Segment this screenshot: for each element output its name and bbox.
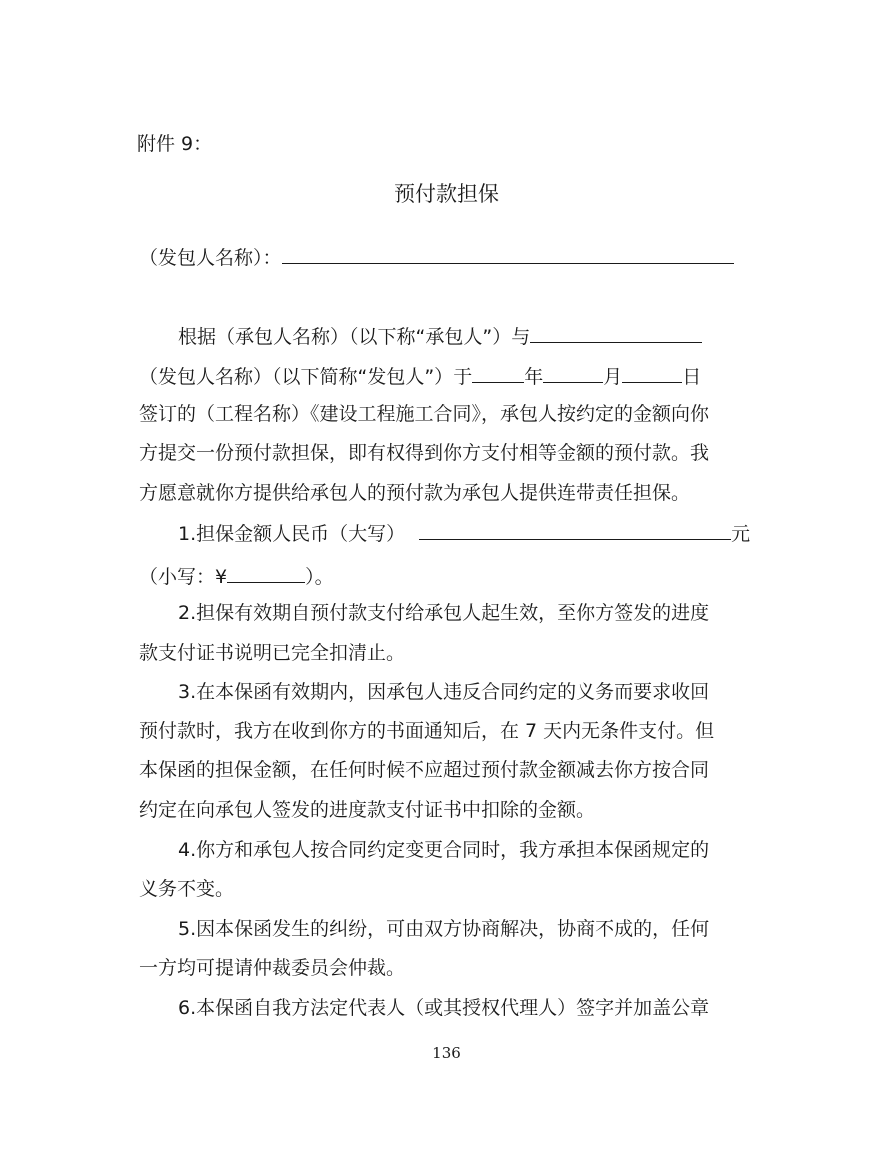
contractor-blank: [530, 322, 702, 343]
clause-1-line-1: [178, 519, 750, 547]
clause-1-unit: 元: [731, 523, 751, 545]
addressee-line: [139, 243, 734, 271]
addressee-blank: [282, 243, 734, 264]
day-label: 日: [682, 366, 702, 388]
clause-2-line-2: 款支付证书说明已完全扣清止。: [139, 642, 406, 664]
clause-3-line-4: 约定在向承包人签发的进度款支付证书中扣除的金额。: [139, 799, 596, 821]
clause-4-line-1: 4.你方和承包人按合同约定变更合同时，我方承担本保函规定的: [178, 839, 710, 861]
clause-5-line-2: 一方均可提请仲裁委员会仲裁。: [139, 957, 406, 979]
clause-3-line-1: 3.在本保函有效期内，因承包人违反合同约定的义务而要求收回: [178, 681, 710, 703]
clause-3-line-2: 预付款时，我方在收到你方的书面通知后，在 7 天内无条件支付。但: [139, 720, 715, 742]
intro-line-1-text: 根据（承包人名称）（以下称“承包人”）与: [178, 326, 531, 348]
day-blank: [622, 362, 682, 383]
small-amount-open: （小写：¥: [139, 566, 228, 588]
page-number: 136: [432, 1044, 461, 1062]
intro-line-2-text: （发包人名称）（以下简称“发包人”）于: [139, 366, 473, 388]
intro-line-1: [178, 322, 702, 350]
month-blank: [543, 362, 603, 383]
clause-4-line-2: 义务不变。: [139, 878, 235, 900]
annex-label: 附件 9：: [137, 133, 213, 155]
year-label: 年: [524, 366, 544, 388]
small-amount-blank: [227, 562, 305, 583]
month-label: 月: [603, 366, 623, 388]
amount-words-blank: [419, 519, 731, 540]
clause-1-text: 1.担保金额人民币（大写）: [178, 523, 406, 545]
addressee-label: （发包人名称）：: [139, 247, 282, 269]
clause-2-line-1: 2.担保有效期自预付款支付给承包人起生效，至你方签发的进度: [178, 602, 710, 624]
intro-line-3: 签订的（工程名称）《建设工程施工合同》，承包人按约定的金额向你: [139, 403, 710, 425]
clause-1-line-2: [139, 562, 334, 590]
small-amount-close: ）。: [305, 566, 334, 588]
document-title: 预付款担保: [394, 182, 499, 206]
clause-6-line-1: 6.本保函自我方法定代表人（或其授权代理人）签字并加盖公章: [178, 997, 710, 1019]
intro-line-4: 方提交一份预付款担保，即有权得到你方支付相等金额的预付款。我: [139, 442, 710, 464]
clause-3-line-3: 本保函的担保金额，在任何时候不应超过预付款金额减去你方按合同: [139, 759, 710, 781]
intro-line-5: 方愿意就你方提供给承包人的预付款为承包人提供连带责任担保。: [139, 482, 691, 504]
intro-line-2: [139, 362, 701, 390]
year-blank: [472, 362, 524, 383]
clause-5-line-1: 5.因本保函发生的纠纷，可由双方协商解决，协商不成的，任何: [178, 918, 710, 940]
